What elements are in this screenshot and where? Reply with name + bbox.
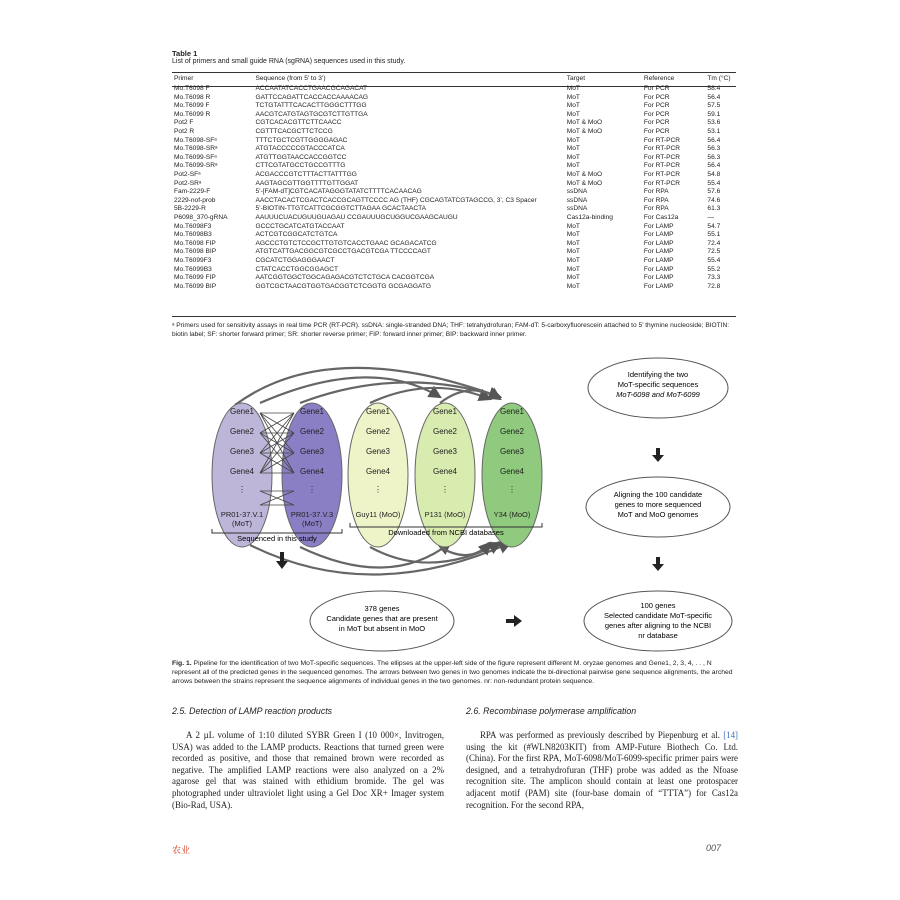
table-row <box>172 223 736 232</box>
up-arrow-icon <box>652 448 664 462</box>
table-row <box>172 240 736 249</box>
cell-tm: 55.2 <box>707 265 721 273</box>
cell-reference: For PCR <box>643 119 670 127</box>
svg-text:Candidate genes that are prese: Candidate genes that are present <box>326 614 438 623</box>
cell-reference: For PCR <box>643 102 670 110</box>
cell-primer: Mo.T6099 BIP <box>174 282 217 290</box>
gene-label: Gene1 <box>299 407 325 416</box>
gene-label: Gene1 <box>229 407 255 416</box>
table-row <box>172 257 736 266</box>
page-number: 007 <box>706 843 722 853</box>
cell-sequence: GCCCTGCATCATGTACCAAT <box>255 222 345 230</box>
cell-sequence: AATCGGTGGCTGGCAGAGACGTCTCTGCA CACGGTCGA <box>255 274 435 282</box>
genome-sub: (MoT) <box>232 519 252 528</box>
svg-text:Selected candidate MoT-specifi: Selected candidate MoT-specific <box>604 611 712 620</box>
gene-label: ⋮ <box>308 485 316 494</box>
cell-sequence: ACTCGTCGGCATCTGTCA <box>255 231 338 239</box>
cell-target: MoT & MoO <box>566 128 603 136</box>
cell-reference: For RT-PCR <box>643 145 681 153</box>
gene-label: Gene3 <box>432 447 458 456</box>
svg-text:MoT and MoO genomes: MoT and MoO genomes <box>617 510 699 519</box>
lower-arch-arrows <box>250 543 510 575</box>
table-row <box>172 188 736 197</box>
gene-label: Gene3 <box>365 447 391 456</box>
cell-reference: For LAMP <box>643 248 674 256</box>
cell-sequence: ACGACCCGTCTTTACTTATTTGG <box>255 170 357 178</box>
cell-primer: Mo.T6098 FIP <box>174 239 216 247</box>
cell-tm: 55.4 <box>707 256 721 264</box>
section-heading-rpa: 2.6. Recombinase polymerase amplification <box>466 706 637 716</box>
cell-reference: For RPA <box>643 205 669 213</box>
cell-sequence: 5’-[FAM-dT]CGTCACATAGGGTATATCTTTTCACAACAG <box>255 188 422 196</box>
cell-tm: 57.6 <box>707 188 721 196</box>
cell-primer: Mo.T6098 BIP <box>174 248 217 256</box>
figure-caption-label: Fig. 1. <box>172 660 192 667</box>
cell-primer: Pot2 F <box>174 119 194 127</box>
cell-primer: P6098_370-gRNA <box>174 213 228 221</box>
svg-text:genes to more sequenced: genes to more sequenced <box>614 500 702 509</box>
primer-table-body <box>172 85 736 291</box>
gene-label: Gene4 <box>229 467 255 476</box>
cell-target: MoT <box>566 110 580 118</box>
svg-text:nr database: nr database <box>638 631 678 640</box>
cell-reference: For RT-PCR <box>643 170 681 178</box>
gene-label: Gene1 <box>499 407 525 416</box>
cell-primer: Mo.T6099-SRᵃ <box>174 162 218 170</box>
cell-reference: For LAMP <box>643 282 674 290</box>
gene-label: Gene3 <box>499 447 525 456</box>
gene-label: ⋮ <box>508 485 516 494</box>
svg-text:Aligning the 100 candidate: Aligning the 100 candidate <box>613 490 703 499</box>
primer-table <box>172 74 736 291</box>
cell-sequence: CGCATCTGGAGGGAACT <box>255 256 335 264</box>
cell-tm: 53.1 <box>707 128 721 136</box>
cell-tm: — <box>707 213 714 221</box>
cell-target: MoT <box>566 231 580 239</box>
gene-label: Gene1 <box>432 407 458 416</box>
cell-tm: 54.8 <box>707 170 721 178</box>
cell-reference: For RPA <box>643 196 669 204</box>
genome-name: Guy11 (MoO) <box>355 510 401 519</box>
cell-primer: Mo.T6098 R <box>174 93 211 101</box>
cell-target: MoT & MoO <box>566 179 603 187</box>
pipeline-figure <box>170 355 740 655</box>
cell-reference: For LAMP <box>643 222 674 230</box>
table-row <box>172 111 736 120</box>
svg-text:genes after aligning to the NC: genes after aligning to the NCBI <box>604 621 712 630</box>
rpa-paragraph <box>466 730 738 811</box>
cell-sequence: CTTCGTATGCCTGCCGTTTG <box>255 162 346 170</box>
genome-name: PR01-37.V.3 <box>290 510 334 519</box>
table-top-rule <box>172 72 736 73</box>
cell-tm: 54.7 <box>707 222 721 230</box>
cell-reference: For LAMP <box>643 256 674 264</box>
cell-tm: 58.4 <box>707 85 721 93</box>
cell-sequence: AACGTCATGTAGTGCGTCTTGTTGA <box>255 110 368 118</box>
genome-name: Y34 (MoO) <box>493 510 531 519</box>
cell-primer: Mo.T6099F3 <box>174 256 212 264</box>
cell-sequence: GATTCCAGATTCACCACCAAAACAG <box>255 93 369 101</box>
gene-label: ⋮ <box>441 485 449 494</box>
cell-sequence: AAGTAGCGTTGGTTTTGTTGGAT <box>255 179 359 187</box>
cell-tm: 56.3 <box>707 145 721 153</box>
cell-sequence: ACCAATATCACCTGAACGCAGACAT <box>255 85 368 93</box>
svg-text:in MoT but absent in MoO: in MoT but absent in MoO <box>338 624 426 633</box>
cell-tm: 73.3 <box>707 274 721 282</box>
cell-target: MoT <box>566 239 580 247</box>
cell-tm: 72.4 <box>707 239 721 247</box>
cell-primer: Mo.T6099 F <box>174 102 210 110</box>
align-box <box>586 477 730 537</box>
cell-sequence: CTATCACCTGGCGGAGCT <box>255 265 339 273</box>
cell-target: MoT <box>566 222 580 230</box>
upper-arch-arrows <box>235 368 500 405</box>
section-heading-lamp: 2.5. Detection of LAMP reaction products <box>172 706 333 716</box>
cell-sequence: CGTCACACGTTCTTCAACC <box>255 119 342 127</box>
downloaded-label: Downloaded from NCBI databases <box>388 528 504 537</box>
svg-text:100 genes: 100 genes <box>640 601 676 610</box>
header-target: Target <box>566 75 586 83</box>
cell-tm: 55.4 <box>707 179 721 187</box>
table-row <box>172 162 736 171</box>
box-100-genes <box>584 591 732 651</box>
table-footnote: ᵃ Primers used for sensitivity assays in real time PCR (RT-PCR). ssDNA: single-stranded DNA; THF: tetrahydrofuran; FAM-dT: 5-carboxyfluorescein attached to 5’ thymine nucleoside; BIOTIN: biotin label; SF: shorter forward primer; SR: shorter reverse primer; FIP: forward inner primer; BIP: backward inner primer. <box>172 322 730 338</box>
cell-primer: Pot2-SRᵃ <box>174 179 202 187</box>
cell-reference: For Cas12a <box>643 213 679 221</box>
header-tm: Tm (°C) <box>707 75 731 83</box>
cell-primer: Pot2 R <box>174 128 195 136</box>
cell-sequence: 5’-BIOTIN-TTGTCATTCGCGGTCTTAGAA GCACTAACTA <box>255 205 427 213</box>
arch-arrow <box>250 543 510 575</box>
table-row <box>172 119 736 128</box>
table-row <box>172 102 736 111</box>
rpa-text-1: RPA was performed as previously described by Piepenburg et al. <box>480 730 720 740</box>
cell-primer: Mo.T6098F3 <box>174 222 212 230</box>
table-row <box>172 265 736 274</box>
up-arrow-icon <box>652 557 664 571</box>
cell-target: MoT <box>566 145 580 153</box>
cell-target: MoT <box>566 256 580 264</box>
cell-sequence: CGTTTCACGCTTCTCCG <box>255 128 333 136</box>
gene-label: ⋮ <box>238 485 246 494</box>
genome-sub: (MoT) <box>302 519 322 528</box>
table-row <box>172 94 736 103</box>
cell-primer: Mo.T6099 FIP <box>174 274 216 282</box>
gene-label: ⋮ <box>374 485 382 494</box>
cell-target: MoT <box>566 85 580 93</box>
sequenced-label: Sequenced in this study <box>237 534 317 543</box>
cell-target: MoT & MoO <box>566 119 603 127</box>
cell-target: ssDNA <box>566 196 588 204</box>
cell-tm: 56.4 <box>707 136 721 144</box>
cell-target: MoT & MoO <box>566 170 603 178</box>
cell-primer: Mo.T6099B3 <box>174 265 212 273</box>
table-row <box>172 274 736 283</box>
genome-name: P131 (MoO) <box>424 510 466 519</box>
table-row <box>172 283 736 292</box>
gene-label: Gene4 <box>432 467 458 476</box>
cell-tm: 57.5 <box>707 102 721 110</box>
gene-label: Gene2 <box>229 427 255 436</box>
table-row <box>172 171 736 180</box>
journal-footer: 农业 <box>172 845 191 855</box>
cell-target: MoT <box>566 282 580 290</box>
cell-primer: 5B-2229-R <box>174 205 206 213</box>
cell-tm: 59.1 <box>707 110 721 118</box>
gene-label: Gene4 <box>299 467 325 476</box>
svg-text:378 genes: 378 genes <box>364 604 400 613</box>
cell-target: MoT <box>566 102 580 110</box>
cell-target: MoT <box>566 248 580 256</box>
cell-tm: 61.3 <box>707 205 721 213</box>
cell-sequence: TCTGTATTTCACACTTGGGCTTTGG <box>255 102 367 110</box>
cell-primer: Pot2-SFᵃ <box>174 170 201 178</box>
box-378-genes <box>310 591 454 651</box>
cell-target: MoT <box>566 153 580 161</box>
cell-sequence: ATGTACCCCCGTACCCATCA <box>255 145 345 153</box>
cell-target: MoT <box>566 162 580 170</box>
table-row <box>172 248 736 257</box>
table-row <box>172 197 736 206</box>
table-title: Table 1 <box>172 49 198 58</box>
table-caption: List of primers and small guide RNA (sgRNA) sequences used in this study. <box>172 58 406 65</box>
gene-label: Gene3 <box>299 447 325 456</box>
svg-text:MoT-6098 and MoT-6099: MoT-6098 and MoT-6099 <box>616 390 700 399</box>
cell-tm: 72.8 <box>707 282 721 290</box>
cell-target: ssDNA <box>566 188 588 196</box>
svg-text:Identifying the two: Identifying the two <box>627 370 689 379</box>
cell-tm: 55.1 <box>707 231 721 239</box>
cell-target: MoT <box>566 274 580 282</box>
header-sequence: Sequence (from 5’ to 3’) <box>255 75 326 83</box>
cell-target: MoT <box>566 265 580 273</box>
figure-caption <box>172 659 736 686</box>
cell-reference: For PCR <box>643 93 670 101</box>
gene-label: Gene4 <box>365 467 391 476</box>
cell-sequence: AAUUUCUACUGUUGUAGAU CCGAUUUGCUGGUCGAAGCAUGU <box>255 213 458 221</box>
cell-reference: For LAMP <box>643 231 674 239</box>
identify-box <box>588 358 728 418</box>
cell-tm: 74.6 <box>707 196 721 204</box>
cell-reference: For RT-PCR <box>643 136 681 144</box>
cell-sequence: GGTCGCTAACGTGGTGACGGTCTCGGTG GCGAGGATG <box>255 282 432 290</box>
cell-reference: For LAMP <box>643 274 674 282</box>
cell-target: MoT <box>566 93 580 101</box>
cell-tm: 56.3 <box>707 153 721 161</box>
cell-primer: Fam-2229-F <box>174 188 211 196</box>
table-row <box>172 214 736 223</box>
table-row <box>172 137 736 146</box>
cell-reference: For LAMP <box>643 239 674 247</box>
table-row <box>172 205 736 214</box>
cell-sequence: AACCTACACTCGACTCACCGCAGTTCCCC AG (THF) CGCAGTATCGTAGCCG, 3’, C3 Spacer <box>255 196 537 204</box>
genome-name: PR01-37.V.1 <box>220 510 264 519</box>
gene-label: Gene4 <box>499 467 525 476</box>
right-arrow-icon <box>506 615 522 627</box>
cell-reference: For RPA <box>643 188 669 196</box>
table-row <box>172 180 736 189</box>
cell-sequence: ATGTTGGTAACCACCGGTCC <box>255 153 347 161</box>
table-header-row <box>172 74 736 85</box>
cell-sequence: TTTCTGCTCGTTGGGGAGAC <box>255 136 348 144</box>
cell-target: ssDNA <box>566 205 588 213</box>
cell-target: Cas12a-binding <box>566 213 613 221</box>
gene-label: Gene2 <box>299 427 325 436</box>
rpa-text-2: using the kit (#WLN8203KIT) from AMP-Future Biothech Co. Ltd. (China). For the first RPA, MoT-6098/MoT-6099-specific primer pairs were designed, and a tetrahydrofuran (THF) probe was added as the Nfoase recognition site. The amplicon should contain at least one protospacer adjacent motif (PAM) site (four-base domain of “TTTA”) for Cas12a recognition. For the second RPA, <box>466 741 738 810</box>
gene-label: Gene3 <box>229 447 255 456</box>
cell-reference: For RT-PCR <box>643 153 681 161</box>
header-reference: Reference <box>643 75 675 83</box>
table-row <box>172 154 736 163</box>
cell-reference: For PCR <box>643 85 670 93</box>
gene-label: Gene2 <box>432 427 458 436</box>
cell-reference: For PCR <box>643 110 670 118</box>
cell-sequence: AGCCCTGTCTCCGCTTGTGTCACCTGAAC GCAGACATCG <box>255 239 437 247</box>
cell-reference: For RT-PCR <box>643 179 681 187</box>
cell-tm: 56.4 <box>707 162 721 170</box>
cell-tm: 72.5 <box>707 248 721 256</box>
header-primer: Primer <box>174 75 194 83</box>
cell-primer: Mo.T6098-SRᵃ <box>174 145 218 153</box>
gene-label: Gene2 <box>499 427 525 436</box>
cell-reference: For PCR <box>643 128 670 136</box>
cell-reference: For RT-PCR <box>643 162 681 170</box>
svg-text:MoT-specific sequences: MoT-specific sequences <box>617 380 699 389</box>
cell-primer: Mo.T6098 F <box>174 85 210 93</box>
cell-primer: 2229-nof-prob <box>174 196 216 204</box>
cell-tm: 53.6 <box>707 119 721 127</box>
gene-label: Gene1 <box>365 407 391 416</box>
reference-link[interactable]: [14] <box>723 730 738 740</box>
cell-reference: For LAMP <box>643 265 674 273</box>
table-row <box>172 128 736 137</box>
table-row <box>172 231 736 240</box>
cell-tm: 56.4 <box>707 93 721 101</box>
cell-target: MoT <box>566 136 580 144</box>
figure-caption-text: Pipeline for the identification of two MoT-specific sequences. The ellipses at the upper-left side of the figure represent different M. oryzae genomes and Gene1, 2, 3, 4, . . , N represent all of the predicted genes in the sequenced genomes. The arrows between two genes in two genomes indicate the bi-directional pairwise gene sequence alignments, the arched arrows between the strains represent the sequence alignments of individual genes in the two genomes. nr: non-redundant protein sequence. <box>172 660 733 685</box>
table-row <box>172 145 736 154</box>
gene-label: Gene2 <box>365 427 391 436</box>
table-bottom-rule <box>172 316 736 317</box>
lamp-paragraph: A 2 µL volume of 1:10 diluted SYBR Green I (10 000×, Invitrogen, USA) was added to the LAMP products. Reactions that turned green were recorded as positive, and those that remained brown were recorded as negative. The amplified LAMP reactions were also analyzed on a 2% agarose gel that was stained with ethidium bromide. The gel was photographed under ultraviolet light using a Gel Doc XR+ Imager system (Bio-Rad, USA). <box>172 730 444 810</box>
cell-primer: Mo.T6099-SFᵃ <box>174 153 217 161</box>
table-row <box>172 85 736 94</box>
cell-primer: Mo.T6098-SFᵃ <box>174 136 217 144</box>
cell-sequence: ATGTCATTGACGGCGTCGCCTGACGTCGA TTCCCCAGT <box>255 248 431 256</box>
cell-primer: Mo.T6098B3 <box>174 231 212 239</box>
cell-primer: Mo.T6099 R <box>174 110 211 118</box>
